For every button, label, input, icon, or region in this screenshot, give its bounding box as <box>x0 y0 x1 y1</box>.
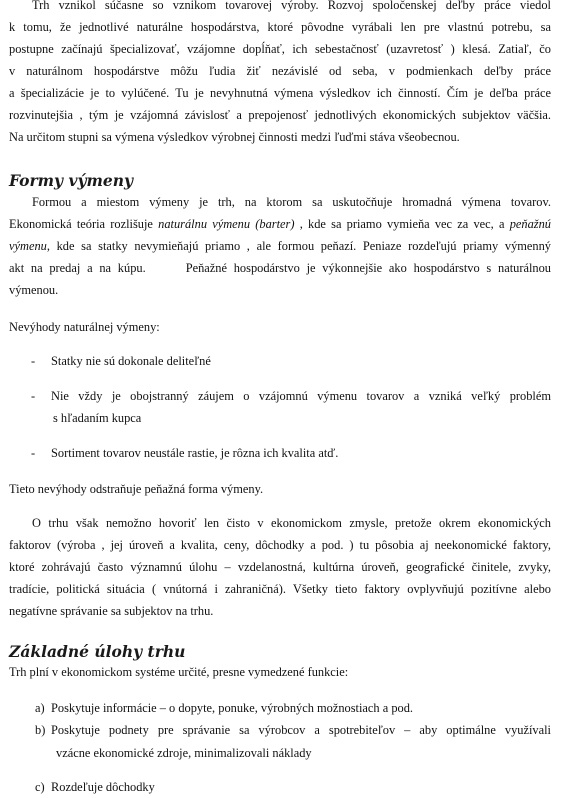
list-item: b) Poskytuje podnety pre správanie sa výrobcov a spotrebiteľov – aby optimálne využívali <box>9 719 551 741</box>
text-line: Formou a miestom výmeny je trh, na ktorom sa uskutočňuje hromadná výmena tovarov. <box>32 195 551 209</box>
list-item-continuation: vzácne ekonomické zdroje, minimalizovali náklady <box>56 746 312 760</box>
text-line: výmenou. <box>9 283 59 297</box>
dash-bullet: - <box>31 446 36 460</box>
text-line: O trhu však nemožno hovoriť len čisto v ekonomickom zmysle, pretože okrem ekonomických <box>32 516 551 530</box>
italic-term: naturálnu výmenu (barter) <box>158 217 295 231</box>
list-item: - Sortiment tovarov neustále rastie, je rôzna ich kvalita atď. <box>9 442 551 464</box>
dash-bullet: - <box>31 354 36 368</box>
list-item: - Nie vždy je obojstranný záujem o vzájomnú výmenu tovarov a vzniká veľký problém <box>9 385 551 407</box>
text-line: a špecializácie je to vylúčené. Tu je nevyhnutná výmena výsledkov ich činností. Čím je deľba práce <box>9 86 551 100</box>
conclusion-text: Tieto nevýhody odstraňuje peňažná forma výmeny. <box>9 482 264 496</box>
intro-paragraph <box>9 0 551 148</box>
text-line: Ekonomická teória rozlišuje naturálnu výmenu (barter) , kde sa priamo vymieňa vec za vec, a peňažnú <box>9 217 551 231</box>
italic-term: peňažnú <box>509 217 551 231</box>
disadvantages-title: Nevýhody naturálnej výmeny: <box>9 320 160 334</box>
text-line: Trh vznikol súčasne so vznikom tovarovej výroby. Rozvoj spoločenskej deľby práce viedol <box>32 0 551 12</box>
list-marker: c) <box>35 780 45 794</box>
list-item: c) Rozdeľuje dôchodky <box>9 776 551 798</box>
text-line: ktoré zohrávajú často významnú úlohu – vzdelanostná, kultúrna úroveň, geografické činitele, zvyky, <box>9 560 551 574</box>
text-line: k tomu, že jednotlivé naturálne hospodárstva, ktoré pôvodne vyrábali len pre vlastnú potrebu, sa <box>9 20 551 34</box>
section-heading-zakladne-ulohy: Základné úlohy trhu <box>9 642 186 661</box>
text-line: postupne začínajú špecializovať, vzájomne dopĺňať, ich sebestačnosť (uzavretosť ) klesá. Zatiaľ, čo <box>9 42 551 56</box>
text-line: Na určitom stupni sa výmena výsledkov výrobnej činnosti medzi ľuďmi stáva všeobecnou. <box>9 130 460 144</box>
text-line: výmenu, kde sa statky nevymieňajú priamo , ale formou peňazí. Peniaze rozdeľujú priamy výmenný <box>9 239 551 253</box>
formy-paragraph <box>9 191 551 301</box>
list-item: - Statky nie sú dokonale deliteľné <box>9 350 551 372</box>
list-marker: b) <box>35 723 46 737</box>
text-line: akt na predaj a na kúpu. Peňažné hospodárstvo je výkonnejšie ako hospodárstvo s naturálnou <box>9 261 551 275</box>
section-heading-formy-vymeny: Formy výmeny <box>9 171 134 190</box>
list-item: a) Poskytuje informácie – o dopyte, ponuke, výrobných možnostiach a pod. <box>9 697 551 719</box>
list-item-continuation: s hľadaním kupca <box>53 411 142 425</box>
list-marker: a) <box>35 701 45 715</box>
italic-term: výmenu <box>9 239 47 253</box>
section-intro: Trh plní v ekonomickom systéme určité, presne vymedzené funkcie: <box>9 665 349 679</box>
text-line: v naturálnom hospodárstve môžu ľudia žiť nezávislé od seba, v podmienkach deľby práce <box>9 64 551 78</box>
text-line: rozvinutejšia , tým je vzájomná závislosť a prepojenosť jednotlivých ekonomických subjektov väčšia. <box>9 108 551 122</box>
text-line: tradície, politická situácia ( vnútorná i zahraničná). Všetky tieto faktory ovplyvňujú pozitívne alebo <box>9 582 551 596</box>
dash-bullet: - <box>31 389 36 403</box>
trh-paragraph <box>9 512 551 622</box>
text-line: negatívne správanie sa subjektov na trhu. <box>9 604 214 618</box>
text-line: faktorov (výroba , jej úroveň a kvalita, ceny, dôchodky a pod. ) tu pôsobia aj neekonomické faktory, <box>9 538 551 552</box>
